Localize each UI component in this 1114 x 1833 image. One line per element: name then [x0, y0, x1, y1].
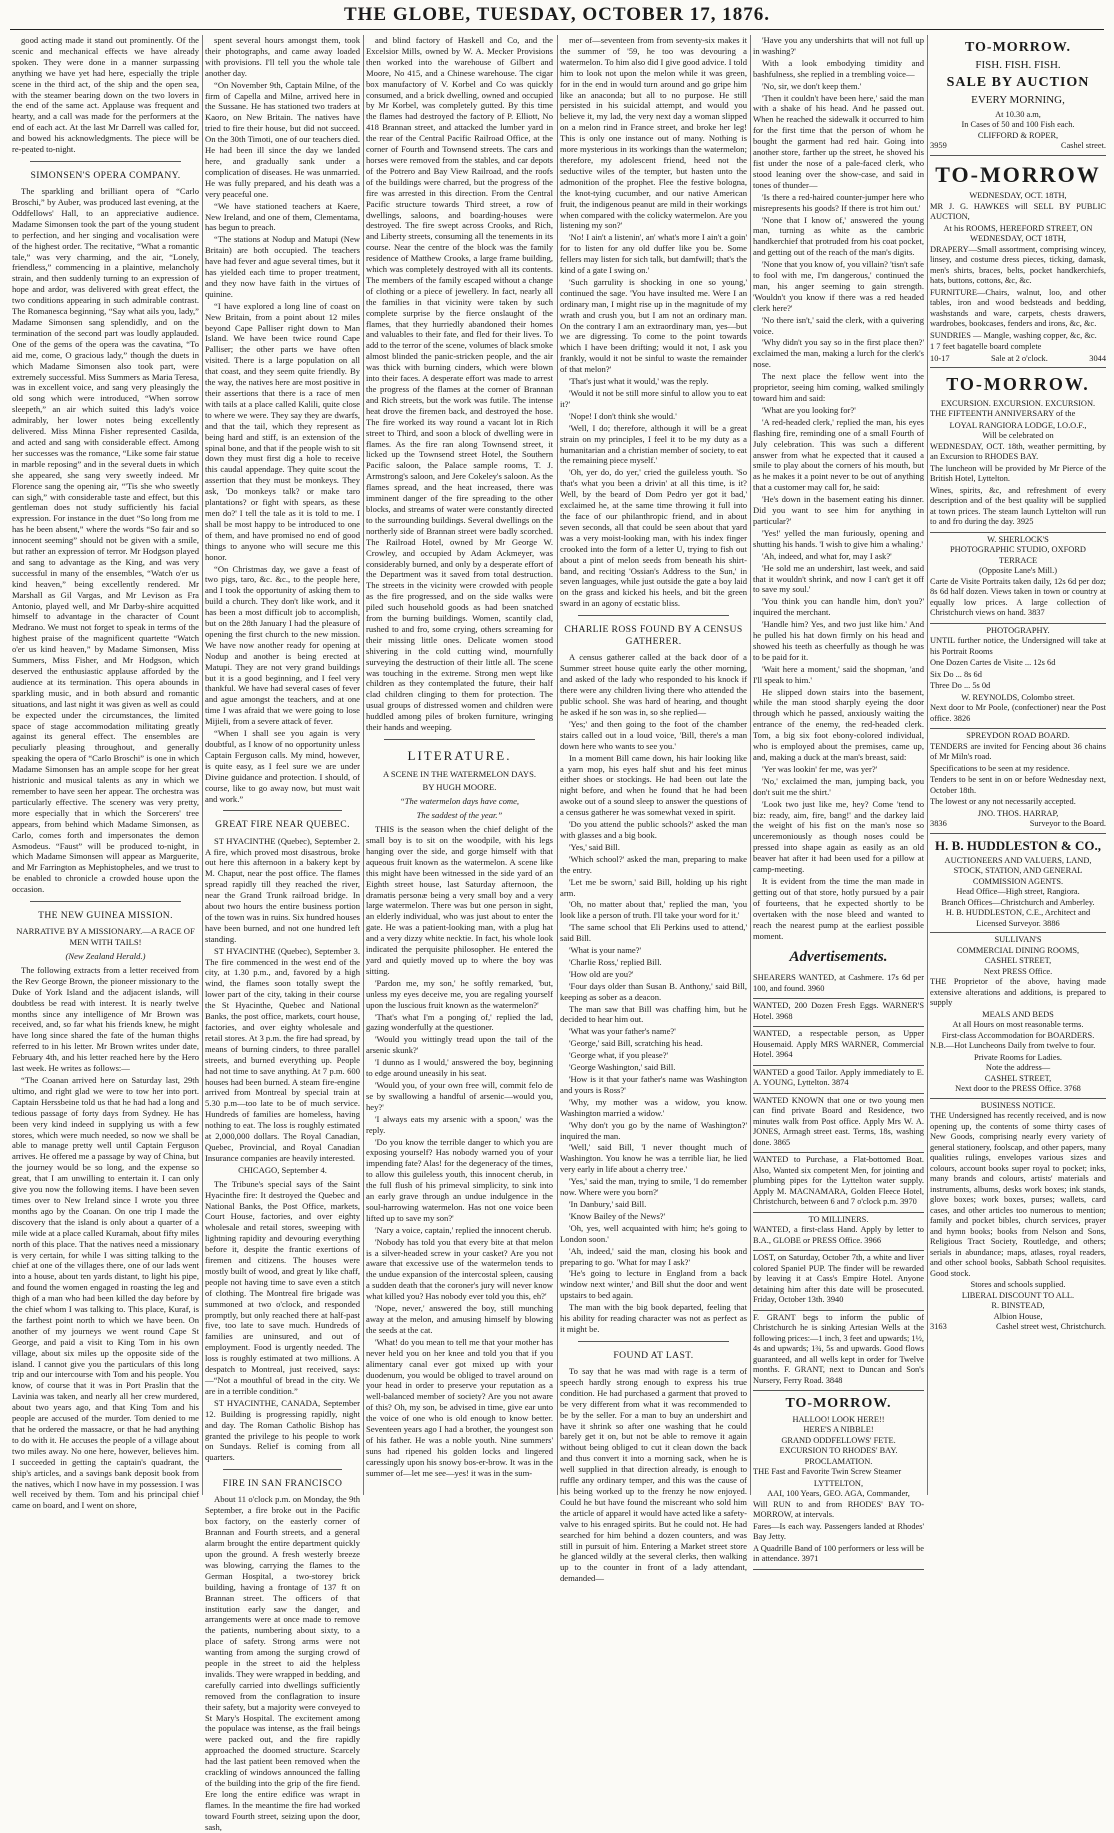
article-paragraph: THIS is the season when the chief delight of the small boy is to sit on the woodpile, with his legs hanging over the side, and gorge himself with that aqueous fruit known as the watermelon. A scene like this might have been witnessed in the side yard of an Eighth street house, last Saturday afternoon, the dramatis personæ being a very small boy and a very large watermelon. There was but one person in sight, an elderly individual, who was just about to enter the gate. He was a patient-looking man, with a plug hat and a very dizzy white necktie. In fact, his whole look indicated the perquisite philosopher. He entered the yard and quietly moved up to where the boy was sitting.: [366, 824, 553, 976]
ad-line: Head Office—High street, Rangiora.: [956, 887, 1080, 897]
article-paragraph: good acting made it stand out prominently. Of the scenic and mechanical effects we have already spoken. They were done in a manner surpassing anything we have yet had here, especially the triple scene in the third act, of the ship and the open sea, with the steamer bearing down on the two lovers in the end of the same act. Applause was frequent and hearty, and a call was made for the performers at the end of each act. At the last Mr Darrell was called for, and bowed his acknowledgments. The piece will be re-peated to-night.: [12, 35, 199, 155]
article-paragraph: 'Oh, yes, well acquainted with him; he's going to London soon.': [560, 1222, 747, 1244]
article-paragraph: 'Know Bailey of the News?': [569, 1210, 666, 1221]
ad-line: Stores and schools supplied.: [970, 1280, 1066, 1290]
ad-line: (Opposite Lane's Mill.): [978, 566, 1058, 575]
classified-ad: [753, 1213, 924, 1252]
article-paragraph: To say that he was mad with rage is a term of speech hardly strong enough to express his true condition. He had purchased a garment that proved to be very different from what it was recommended to be by the seller. For a man to buy an undershirt and have it shrink so after one washing that he could barely get it on, but not be able to remove it again without being obliged to cut it clean down the back and thus convert it into a morning sack, when he is well supplied in that direction already, is enough to ruffle any ordinary temper, and this was the cause of his being worked up to the frenzy he now enjoyed. Could he but have found the miscreant who sold him the article of apparel it would have acted like a safety-valve to his enraged spirits. But he could not. He had searched for him behind a dozen counters, and was still in pursuit of him. Entering a Market street store he glanced wildly at the several clerks, then walking up to the counter in front of a lady attendant, demanded—: [560, 1366, 747, 1584]
price-line: Six Do ... 8s 6d: [930, 669, 982, 679]
article-paragraph: “On Christmas day, we gave a feast of two pigs, taro, &c. &c., to the people here, and I took the opportunity of asking them to build a church. They don't like work, and it has been a most difficult job to accomplish, but on the 28th January I had the pleasure of opening the first church to the new mission. We have now another ready for opening at Nodup and another is being erected at Matupi. They are not very grand buildings but it is a good beginning, and I feel very thankful. We have had several cases of fever and ague amongst the teachers, and at one time I was afraid that we were going to lose Mijieli, from a severe attack of fever.: [205, 563, 360, 727]
ad-line: EXCURSION. EXCURSION. EXCURSION.: [940, 398, 1096, 408]
article-paragraph: 'No there isn't,' said the clerk, with a quivering voice.: [753, 314, 924, 336]
ad-line: EXCURSION TO RHODES' BAY.: [779, 1446, 898, 1456]
article-paragraph: 'No,' exclaimed the man, jumping back, you don't suit me the shirt.': [753, 775, 924, 797]
ad-text: Fares—Is each way. Passengers landed at Rhodes' Bay Jetty.: [753, 1521, 924, 1542]
ad-line: SULLIVAN'S: [994, 935, 1042, 945]
ad-heading: PHOTOGRAPHY.: [986, 625, 1050, 635]
ad-text: WANTED KNOWN that one or two young men can find private Board and Residence, two minutes walk from Post office. Apply Mrs W. A. JONES, Armagh street east. Terms, 18s, washing done. 3865: [753, 1095, 924, 1147]
ad-line: FISH. FISH. FISH.: [975, 58, 1061, 71]
ad-headline: H. B. HUDDLESTON & CO.,: [935, 837, 1101, 853]
article-paragraph: “On November 9th, Captain Milne, of the firm of Capella and Milne, arrived here in the Sussane. He has stationed two traders at Kaoro, on New Britain. The natives have tried to fire their house, but did not succeed. On the 30th Timoti, one of our teachers died. He had been ill since the day we landed here, and gradually sank under a complication of diseases. He was unmarried. He was fully prepared, and his death was a very peaceful one.: [205, 79, 360, 199]
article-paragraph: 'Let me be sworn,' said Bill, holding up his right arm.: [560, 876, 747, 898]
article-paragraph: 'Would you, of your own free will, commit felo de se by swallowing a handful of arsenic—would you, hey?': [366, 1079, 553, 1112]
article-paragraph: ST HYACINTHE (Quebec), September 2. A fire, which proved most disastrous, broke out here this afternoon in a bakery kept by M. Chaput, near the post office. The flames spread rapidly till they reached the river, near the Grand Trunk railroad bridge. In about two hours the entire business portion of the town was in ruins. Six hundred houses have been burned, and not one hundred left standing.: [205, 835, 360, 944]
ad-text: WANTED, a respectable person, as Upper Housemaid. Apply MRS WARNER, Commercial Hotel. 3964: [753, 1029, 924, 1060]
article-paragraph: With a look embodying timidity and bashfulness, she replied in a trembling voice—: [753, 57, 924, 79]
article-paragraph: “The stations at Nodup and Matupi (New Britain) are both occupied. The teachers have had fever and ague several times, but it has yielded each time to proper treatment, and they now have faith in the virtues of quinine.: [205, 234, 360, 299]
article-paragraph: 'Four days older than Susan B. Anthony,' said Bill, keeping as sober as a deacon.: [560, 980, 747, 1002]
ad-headline: TO-MORROW.: [785, 1396, 892, 1412]
article-paragraph: 'Which school?' asked the man, preparing to make the entry.: [560, 853, 747, 875]
price-line: One Dozen Cartes de Visite ... 12s 6d: [930, 658, 1056, 667]
ad-text: DRAPERY—Small assortment, comprising wincey, linsey, and costume dress pieces, ticking, damask, men's shirts, braces, belts, pocket handkerchiefs, hats, buttons, cottons, &c, &c.: [930, 244, 1106, 285]
photography-ad: [930, 624, 1106, 730]
drapery-auction-ad: [930, 156, 1106, 369]
article-paragraph: “We have stationed teachers at Kaere, New Ireland, and one of them, Clementama, has begun to preach.: [205, 200, 360, 233]
article-paragraph: 'The same school that Eli Perkins used to attend,' said Bill.: [560, 922, 747, 944]
article-paragraph: 'Why, my mother was a widow, you know. Washington married a widow.': [560, 1096, 747, 1118]
classified-ad: [753, 1311, 924, 1392]
article-paragraph: 'What was your father's name?': [569, 1026, 676, 1037]
column-rule: [363, 35, 364, 1495]
article-paragraph: ST HYACINTHE, CANADA, September 12. Building is progressing rapidly, night and day. The Roman Catholic Bishop has granted the privilege to his people to work on Sundays. Relief is coming from all quarters.: [205, 1397, 360, 1463]
article-paragraph: and blind factory of Haskell and Co, and the Excelsior Mills, owned by W. A. Mecker Provisions then worked into the warehouse of Gilbert and Moore, No 415, and a Chinese warehouse. The cigar box manufactory of V. Korbel and Co was quickly consumed, and a brick dwelling, owned and occupied by Mr Korbel, was completely gutted. By this time the flames had destroyed the factory of P. Elliott, No 418 Brannan street, and attacked the lumber yard in the rear of the Central Pacific Railroad Office, at the corner of Fourth and Townsend streets. The cars and horses were removed from the stables, and car depots of the Potrero and Bay View Railroad, and the roofs of the buildings were charred, but the progress of the fire was arrested in this direction. From the Central Pacific structure towards Third street, a row of dwellings, saloons, and boarding-houses were destroyed. The fire swept across Crooks, and Rich, and Liberty streets, consuming all the tenements in its course. Near the centre of the block was the family residence of Matthew Crooks, a large frame building, which was completely destroyed with all its contents. The members of the family escaped without a change of clothing or a piece of jewellery. In fact, nearly all the families in that vicinity were taken by such complete surprise by the fierce onslaught of the flames, that they hurriedly abandoned their homes and valuables to their fate, and fled for their lives. To add to the terror of the scene, volumes of black smoke almost blinded the panic-stricken people, and the air was thick with burning cinders, which were blown into their faces. A desperate effort was made to arrest the progress of the flames at the corner of Brannan and Rich streets, but the work was futile. The intense heat drove the firemen back, and destroyed the hose. The fire worked its way round a vacant lot in Rich street to Third, and soon a block of dwelling were in flames. As the fire ran along Townsend street, it licked up the Townsend street Hotel, the Southern Pacific saloon, the Palace sample rooms, T. J. Armstrong's saloon, and Jere Cokeley's saloon. As the flames spread, and the heat increased, there was imminent danger of the fire spreading to the other blocks, and streams of water were constantly directed to the surrounding buildings. Several dwellings on the northerly side of Brannan street were badly scorched. The Railroad Hotel, owned by Mr George W. Crowley, and occupied by Adam Ackmeyer, was considerably burned, and only by a desperate effort of the Department was it saved from total destruction. The streets in the vicinity were crowded with people as the fire progressed, and on the side walks were piled such household goods as had been snatched from the burning buildings. Women, scantily clad, rushed to and fro, some crying, others screaming for their missing little ones. Delicate women stood shivering in the cold cutting wind, mournfully surveying the destruction of their little all. The scene was touching in the extreme. Strong men wept like children as they contemplated the future, their half clad children clinging to them for protection. The usual groups of distressed women and children were huddled among piles of broken furniture, wringing their hands and weeping.: [366, 35, 553, 733]
price-line: Three Do ... 5s 0d: [930, 681, 991, 690]
article-paragraph: 'Why didn't you say so in the first place then?' exclaimed the man, making a lurch for the clerk's nose.: [753, 337, 924, 370]
article-paragraph: The man with the big book departed, feeling that his ability for reading character was not as perfect as it might be.: [560, 1302, 747, 1334]
article-paragraph: 'Such garrulity is shocking in one so young,' continued the sage. 'You have insulted me. Were I an ordinary man, I might rise up in the magnitude of my wrath and crush you, but I am not an ordinary man. On the contrary I am an extraordinary man, yes—but we are digressing. To come to the point towards which I have been drifting; would it not, I ask you frankly, would it not be sinful to waste the remainder of that melon?': [560, 276, 747, 375]
ad-line: COMMERCIAL DINING ROOMS,: [956, 945, 1080, 955]
classified-ad: [753, 1251, 924, 1311]
article-paragraph: 'Well, I do; therefore, although it will be a great strain on my principles, I feel it to be my duty as a humanitarian and a christian member of society, to eat the remaining piece myself.': [560, 422, 747, 466]
epigraph-line: “The watermelon days have come,: [399, 796, 520, 807]
article-paragraph: 'Handle him? Yes, and two just like him.' And he pulled his hat down firmly on his head and showed his teeth as cheerfully as though he was to be paid for it.: [753, 619, 924, 662]
ad-number: 10-17: [930, 353, 950, 363]
ad-line: Note the address—: [985, 1063, 1051, 1073]
ad-headline: TO-MORROW.: [946, 374, 1090, 394]
divider: [578, 1341, 729, 1342]
ad-line: CASHEL STREET,: [984, 1073, 1052, 1083]
ad-line: GRAND ODDFELLOWS' FETE.: [781, 1435, 896, 1445]
article-paragraph: 'Nobody has told you that every bite at that melon is a silver-headed screw in your casket? Are you not aware that excessive use of the watermelon tends to the undue expansion of the intercostal spleen, causing a sudden death that the coroner's jury will never know what killed you? Has nobody ever told you this, eh?': [366, 1236, 553, 1302]
ad-line: HERE'S A NIBBLE!: [803, 1425, 874, 1435]
article-paragraph: 'Oh, yer do, do yer,' cried the guileless youth. 'So that's what you been a drivin' at all this time, is it? Well, by the beard of Dom Pedro yer got it bad,' exclaimed he, at the same time throwing it full into the face of our philanthropic friend, and in about seven seconds, all that could be seen about that yard was a very moist-looking man, with his index finger crooked into the form of a letter U, trying to fish out about a pint of melon seeds from beneath his shirt-band, and reciting 'Ossian's Address to the Sun,' in seven languages, while just outside the gate a boy laid on the grass and kicked his heels, and bit the green sward in an agony of ecstatic bliss.: [560, 467, 747, 609]
column-6: [930, 35, 1106, 1495]
business-notice-ad: [930, 1099, 1106, 1336]
article-paragraph: 'In Danbury,' said Bill.: [569, 1198, 647, 1209]
divider: [30, 901, 181, 902]
section-heading: LITERATURE.: [407, 748, 512, 763]
ad-line: LIBERAL DISCOUNT TO ALL.: [961, 1290, 1075, 1300]
ad-footer: [930, 1322, 1106, 1333]
article-paragraph: The following extracts from a letter received from the Rev George Brown, the pioneer missionary to the Duke of York Island and the adjacent islands, will doubtless be read with interest. It is nearly twelve months since any intelligence of Mr Brown was received, and, so far what his friends knew, he might have long since shared the fate of the human thighs referred to in his letter. Mr Brown writes under date, February 4th, and his letter reached here by the Hero last week. He writes as follows:—: [12, 964, 199, 1074]
article-heading: FOUND AT LAST.: [613, 1349, 694, 1361]
article-paragraph: 'Wait here a moment,' said the shopman, 'and I'll speak to him.': [753, 663, 924, 685]
ad-line: JNO. THOS. HARRAP,: [977, 808, 1059, 818]
ad-line: Next PRESS Office.: [983, 966, 1053, 976]
ad-text: WANTED, a first-class Hand. Apply by letter to B.A., GLOBE or PRESS Office. 3966: [753, 1225, 924, 1245]
article-paragraph: 'How old are you?': [569, 968, 634, 979]
ad-line: Next door to the PRESS Office. 3768: [955, 1084, 1081, 1094]
ad-text: THE Undersigned has recently received, and is now opening up, the contents of some thirty cases of New Goods, comprising nearly every variety of general stationery, foolscap, and other papers, many qualities rulings, envelopes various sizes and colours, account books super royal to pocket; inks, many brands and colours, artists' materials and instruments, albums, desks work boxes; ink stands, glove boxes; work boxes, purses; wallets, card cases, and other articles too numerous to mention; family and pocket bibles, church services, prayer and hymn books; books from Nelson and Sons, Religious Tract Society, Routledge, and others; serials in abundance; maps, atlases, royal readers, and other school books, Sabbath School requisites. Good stock.: [930, 1111, 1106, 1278]
ad-text: WEDNESDAY, OCT. 18th, weather permitting, by an Excursion to RHODES BAY.: [930, 441, 1106, 461]
classified-ad: [753, 1094, 924, 1154]
divider: [223, 1469, 342, 1470]
article-paragraph: 'Charlie Ross,' replied Bill.: [569, 956, 662, 967]
ad-headline: TO-MORROW.: [964, 40, 1072, 55]
ad-heading: TO MILLINERS.: [808, 1214, 869, 1224]
ad-line: PROCLAMATION.: [804, 1456, 873, 1466]
article-heading: THE NEW GUINEA MISSION.: [38, 910, 173, 922]
article-paragraph: 'A red-headed clerk,' replied the man, his eyes flashing fire, reminding one of a small Fourth of July celebration. This was such a different answer from what he expected that it caused a smile to play about the corners of his mouth, but as he makes it a point never to be out of anything that a customer may call for, he said:: [753, 416, 924, 493]
article-paragraph: 'Well,' said Bill, 'I never thought much of Washington. You know he was a terrible liar, he lied very early in life about a cherry tree.': [560, 1142, 747, 1175]
article-source: (New Zealand Herald.): [65, 951, 146, 962]
article-paragraph: 'I dunno as I would,' answered the boy, beginning to edge around uneasily in his seat.: [366, 1057, 553, 1079]
article-paragraph: 'Pardon me, my son,' he softly remarked, 'but, unless my eyes deceive me, you are regaling yourself upon the luscious fruit known as the watermelon?': [366, 977, 553, 1010]
ad-text: SUNDRIES — Mangle, washing copper, &c, &c.: [930, 330, 1097, 340]
ad-line: LOYAL RANGIORA LODGE, I.O.O.F.,: [949, 420, 1087, 430]
ad-text: F. GRANT begs to inform the public of Christchurch he is sinking Artesian Wells at the following prices:—1 inch, 3 feet and upwards; 1½, 4s and upwards; 1¾, 5s and upwards. Good flows guaranteed, and all wells kept in order for Twelve months. F. GRANT, next to Duncan and Son's Nursery, Ferry Road. 3848: [753, 1312, 924, 1385]
ad-line: Branch Offices—Christchurch and Amberley.: [941, 897, 1095, 907]
dining-rooms-ad: [930, 933, 1106, 1099]
column-5: [753, 35, 924, 1564]
ad-address: Cashel street.: [1060, 141, 1106, 150]
article-paragraph: About 11 o'clock p.m. on Monday, the 9th September, a fire broke out in the Pacific box factory, on the easterly corner of Brannan and Fourth streets, and a general alarm brought the entire department quickly upon the ground. A fresh westerly breeze was blowing, carrying the flames to the German Hospital, a two-storey brick building, having a frontage of 137 ft on Brannan street. The officers of that institution early saw the danger, and arrangements were at once made to remove the patients, numbering about sixty, to a place of safety. Strong arms were not wanting from among the surging crowd of people in the street to aid the helpless invalids. They were wrapped in bedding, and carefully carried into dwellings sufficiently removed from the conflagration to insure their safety, but a majority were conveyed to St Mary's Hospital. The excitement among the populace was intense, as the frail beings were packed out, and the fire rapidly approached the doomed structure. Scarcely had the last patient been removed when the crackling of windows announced the falling of the building into the grip of the fire fiend. Ere long the entire edifice was wrapt in flames. In the meantime the fire had worked toward Fourth street, seizing upon the door, sash,: [205, 1494, 360, 1832]
article-paragraph: 'Nary a voice, captain,' replied the innocent cherub.: [375, 1224, 552, 1235]
ad-line: Surveyor to the Board.: [1029, 819, 1106, 828]
ad-number: 3044: [1089, 353, 1106, 363]
ad-text: The lowest or any not necessarily accepted.: [930, 797, 1076, 806]
ad-line: W. SHERLOCK'S: [987, 534, 1049, 544]
masthead-rule: [10, 29, 1104, 30]
article-paragraph: 'George what, if you please?': [569, 1050, 669, 1061]
ad-footer: [930, 354, 1106, 365]
ad-text: WANTED, 200 Dozen Fresh Eggs. WARNER'S Hotel. 3968: [753, 1001, 924, 1021]
article-paragraph: 'Do you attend the public schools?' asked the man with glasses and a big book.: [560, 819, 747, 840]
column-3: [366, 35, 553, 1495]
ad-line: PHOTOGRAPHIC STUDIO, OXFORD TERRACE: [950, 545, 1086, 565]
column-rule: [927, 35, 928, 1495]
ad-text: 1 7 feet bagatelle board complete: [930, 342, 1042, 351]
article-paragraph: “When I shall see you again is very doubtful, as I know of no opportunity unless Captain Ferguson calls. My mind, however, is quite easy, as I feel sure we are under Divine guidance and protection. I should, of course, like to go away now, but must wait and work.”: [205, 728, 360, 804]
ad-line: H. B. HUDDLESTON, C.E., Architect and Licensed Surveyor. 3886: [945, 908, 1091, 928]
ad-line: HALLOO! LOOK HERE!!: [792, 1414, 885, 1424]
article-paragraph: A census gatherer called at the back door of a Summer street house quite early the other morning, and asked of the lady who responded to his knock if there were any children living there who attended the public school. She was hard of hearing, and thought he asked if he son was in, so she replied—: [560, 652, 747, 717]
photographic-studio-ad: [930, 533, 1106, 624]
article-paragraph: He slipped down stairs into the basement, while the man stood sharply eyeing the door through which he passed, anxiously waiting the entrance of the enemy, the red-headed clerk. Tom, a big six foot ebony-colored individual, who is employed about the premises, came up, and, making a duck at the man's breast, said:: [753, 686, 924, 762]
article-paragraph: 'George,' said Bill, scratching his head.: [569, 1038, 703, 1049]
ad-text: THE Fast and Favorite Twin Screw Steamer: [753, 1467, 902, 1477]
column-rule: [202, 35, 203, 1495]
article-heading: CHARLIE ROSS FOUND BY A CENSUS GATHERER.: [564, 624, 743, 648]
ad-text: UNTIL further notice, the Undersigned will take at his Portrait Rooms: [930, 636, 1106, 656]
article-paragraph: 'Nope, never,' answered the boy, still munching away at the melon, and amusing himself by blowing the seeds at the cat.: [366, 1303, 553, 1335]
lodge-excursion-ad: [930, 368, 1106, 533]
column-4: [560, 35, 747, 1584]
ad-line: AUCTIONEERS AND VALUERS, LAND, STOCK, STATION, AND GENERAL COMMISSION AGENTS.: [944, 855, 1092, 886]
ad-text: SHEARERS WANTED, at Cashmere. 17s 6d per 100, and found. 3960: [753, 973, 924, 993]
article-paragraph: 'He sold me an undershirt, last week, and said that it wouldn't shrink, and now I can't get it off to save my soul.': [753, 562, 924, 595]
article-paragraph: 'Is there a red-haired counter-jumper here who misrepresents his goods? If there is trot him out.': [753, 191, 924, 213]
classified-ad: [753, 1066, 924, 1094]
byline: BY HUGH MOORE.: [422, 782, 497, 793]
advertisements-heading: Advertisements.: [789, 949, 888, 966]
article-paragraph: 'No, sir, we don't keep them.': [762, 80, 862, 91]
article-paragraph: 'That's just what it would,' was the reply.: [569, 376, 709, 387]
ad-number: 3163: [930, 1322, 947, 1332]
ad-text: A Quadrille Band of 100 performers or less will be in attendance. 3971: [753, 1543, 924, 1564]
ad-line: CLIFFORD & ROPER,: [977, 130, 1059, 140]
masthead: THE GLOBE, TUESDAY, OCTOBER 17, 1876.: [343, 4, 771, 25]
article-paragraph: 'That's what I'm a ponging of,' replied the lad, gazing wonderfully at the questioner.: [366, 1011, 553, 1033]
epigraph-line: The saddest of the year.”: [416, 810, 503, 821]
article-paragraph: 'You think you can handle him, don't you?' inquired the merchant.: [753, 596, 924, 618]
classified-ad: [753, 1153, 924, 1213]
excursion-ad: [753, 1391, 924, 1570]
article-paragraph: 'Would you wittingly tread upon the tail of the arsenic skunk?': [366, 1034, 553, 1056]
article-paragraph: 'Then it couldn't have been here,' said the man with a shake of his head. And he passed out. When he reached the sidewalk it occurred to him for the first time that the person of whom he bought the garment had red hair. Going into another store, farther up the street, he shoved his fist under the nose of a pale-faced clerk, who stood leaning over the show-case, and said in tones of thunder—: [753, 92, 924, 190]
article-paragraph: 'He's down in the basement eating his dinner. Did you want to see him for anything in particular?': [753, 494, 924, 526]
ad-line: LYTTELTON,: [813, 1478, 864, 1488]
article-paragraph: 'Why don't you go by the name of Washington?' inquired the man.: [560, 1119, 747, 1141]
road-board-ad: [930, 729, 1106, 834]
ad-address: Cashel street west, Christchurch.: [995, 1322, 1106, 1332]
article-paragraph: 'How is it that your father's name was Washington and yours is Ross?': [560, 1074, 747, 1095]
article-paragraph: 'What! do you mean to tell me that your mother has never held you on her knee and told you that if you alimentary canal ever got mixed up with your duodenum, you would be obliged to travel around on your head in order to preserve your reputation as a well-balanced member of society? Are you not aware of this? Oh, my son, be advised in time, give ear unto the voice of one who is old enough to know better. Seventeen years ago I had a brother, the youngest son of his father. He was a noble youth. Nine summers' suns had ripened his golden locks and lingered caressingly upon his snowy bos-er-brow. It was in the summer of—let me see—yes! it was in the sum-: [366, 1336, 553, 1478]
article-paragraph: 'Do you know the terrible danger to which you are exposing yourself? Has nobody warned you of your impending fate? Alas! for the degeneracy of the times, to allow this guileless youth, this innocent cherub, in the full flush of his primeval simplicity, to sink into an early grave through an undue indulgence in the soul-harrowing watermelon. Has not one voice been lifted up to save my son?': [366, 1136, 553, 1223]
article-paragraph: The sparkling and brilliant opera of “Carlo Broschi,” by Auber, was produced last evening, at the Oddfellows' Hall, to an appreciative audience. Madame Simonsen took the part of the young student to perfection, and her singing and vocalisation were of the highest order. The recitative, “What a romantic tale,” was very charming, and the air, “Lonely, friendless,” commencing in a plaintive, melancholy strain, and then suddenly turning to an expression of hope and ardor, was delivered with great effect, the two conditions appearing in such admirable contrast. The Romanesca beginning, “Say what ails you, lady,” Madame Simonsen sang splendidly, and on the termination of the second part was loudly applauded. One of the gems of the opera was the cavatina, “To aid me, come, O gracious lady,” though the duets in which Madame Simonsen also took part, were extremely successful. Miss Summers as Maria Teresa, was in excellent voice, and sang very pleasingly the old song which were introduced, “When sorrow sleepeth,” an air which suited this lady's voice admirably, her lower notes being excellently delivered. Miss Minna Fisher represented Casilda, and acted and sang with considerable effect. Among her successes was the romance, “Like some fair statue in marble reposing” and in the several duets in which she appeared, she sang very sweetly indeed. Mr Florence sang the opening air, “'Tis she who sweetly can sigh,” with considerable taste and effect, but this gentleman does not study sufficiently his facial expression. For instance in the duet “So long from me has he been absent,” where the words “So fair and so innocent seeming” should not be given with a smile, but rather an expression of terror. Mr Hodgson played and sang to advantage as the King, and was very successful in many of the ensembles, “Watch o'er us kind heaven,” being excellently rendered. Mr Marshall as Gil Vargas, and Mr Levison as Fra Antonio, played well, and Mr Darby-shire acquitted himself to advantage in the character of Count Medrano. We must not forget to speak in terms of the highest praise of the magnificent quartette “Watch o'er us kind heaven,” by Madame Simonsen, Miss Summers, Miss Fisher, and Mr Hodgson, which deserved the enthusiastic applause afforded by the audience at its termination. This opera abounds in sparkling music, and in both absurd and romantic situations, and last night it was given as well as could be expected under the circumstances, the limited space of stage accommodation militating greatly against its general effect. The ensembles are peculiarly pleasing throughout, and generally speaking the opera of “Carlo Broschi” is one in which Madame Simonsen has an ample scope for her great histrionic and musical talents as any in which we remember to have seen her appear. The orchestra was particularly effective. The scenery was very pretty, more especially that in which the Sorcerers' tree appears, from behind which Madame Simonsen, as Carlo, comes forth and impersonates the demon Asmodeus. “Faust” will be produced to-night, in which Madame Simonsen will appear as Marguerite, and Mr Farrington as Mephistopheles, and we trust to be enabled to chronicle a crowded house upon the occasion.: [12, 186, 199, 895]
ad-line: SALE BY AUCTION: [946, 75, 1090, 91]
ad-text: Wines, spirits, &c, and refreshment of every description and of the best quality will be supplied at town prices. The steam launch Lyttelton will run to and fro during the day. 3925: [930, 485, 1106, 526]
ad-text: Tenders to be sent in on or before Wednesday next, October 18th.: [930, 775, 1106, 795]
ad-text: TENDERS are invited for Fencing about 36 chains of Mr Miln's road.: [930, 741, 1106, 761]
divider: [223, 810, 342, 811]
classified-ad: [753, 1027, 924, 1066]
ad-text: Next door to Mr Poole, (confectioner) near the Post office. 3826: [930, 703, 1106, 723]
classified-ad: [753, 999, 924, 1027]
article-paragraph: 'I always eats my arsenic with a spoon,' was the reply.: [366, 1113, 553, 1135]
ad-line: First-class Accommodation for BOARDERS.: [941, 1030, 1095, 1040]
article-paragraph: “I have explored a long line of coast on New Britain, from a point about 12 miles beyond Cape Palliser right down to Man Island. We have been twice round Cape Palliser; the other parts we have often visited. There is a large population on all that coast, and they seem quite friendly. By the way, the natives here are most positive in their assertions that there is a race of men with tails at a place called Kalili, quite close to where we were. They say they are dwarfs, and that the tail, which they represent as being hard and stiff, is an extension of the spinal bone, and that if the people wish to sit down they must first dig a hole to receive this caudal appendage. They quite scout the assertion that they must be monkeys. They ask, 'Do monkeys talk? or make taro plantations? or fight with spears, as these men do?' I tell the tale as it is told to me. I shall be most happy to be introduced to one of them, and have promised no end of good things to anyone who will secure me this honor.: [205, 300, 360, 562]
ad-line: Albion House,: [993, 1311, 1043, 1321]
dateline: CHICAGO, September 4.: [238, 1164, 327, 1175]
article-paragraph: 'Have you any undershirts that will not full up in washing?': [753, 35, 924, 56]
ad-heading: SPREYDON ROAD BOARD.: [966, 731, 1070, 740]
column-2: [205, 35, 360, 1832]
article-paragraph: It is evident from the time the man made in getting out of that store, hotly pursued by a pair of fourteens, that he expected shortly to be overtaken with the nose bleed and wanted to reach the nearest pump at the earliest possible moment.: [753, 875, 924, 941]
article-paragraph: 'Yes!' yelled the man furiously, opening and shutting his hands. 'I wish to give him a whaling.': [753, 527, 924, 549]
article-paragraph: 'Yer was lookin' fer me, was yer?': [762, 763, 878, 774]
ad-line: Private Rooms for Ladies.: [974, 1052, 1062, 1062]
ad-footer: [930, 141, 1106, 152]
article-heading: A SCENE IN THE WATERMELON DAYS.: [382, 768, 537, 779]
article-paragraph: 'Would it not be still more sinful to allow you to eat it?': [560, 388, 747, 409]
fish-auction-ad: [930, 35, 1106, 156]
column-rule: [750, 35, 751, 1495]
ad-text: WANTED a good Tailor. Apply immediately to E. A. YOUNG, Lyttelton. 3874: [753, 1067, 924, 1088]
article-paragraph: The next place the fellow went into the proprietor, seeing him coming, walked smilingly toward him and said:: [753, 371, 924, 403]
ad-line: WEDNESDAY, OCT. 18TH,: [969, 191, 1067, 200]
article-paragraph: 'No! I ain't a listenin', an' what's more I ain't a goin' for to listen for any old duffer like you be. Some fellers may listen for sich talk, but damfwill; that's the kind of a gate I swing on.': [560, 232, 747, 276]
column-rule: [557, 35, 558, 1495]
article-paragraph: 'George Washington,' said Bill.: [569, 1062, 676, 1073]
divider: [30, 161, 181, 162]
ad-line: At his ROOMS, HEREFORD STREET, ON WEDNESDAY, OCT 18TH,: [943, 223, 1093, 243]
article-paragraph: spent several hours amongst them, took their photographs, and came away loaded with provisions. I'll tell you the whole tale another day.: [205, 35, 360, 78]
ad-line: At all Hours on most reasonable terms.: [952, 1020, 1084, 1030]
ad-text: WANTED to Purchase, a Flat-bottomed Boat. Also, Wanted six competent Men, for jointing and plumbing pipes for the Lyttelton water supply. Apply M. MACNAMARA, Golden Fleece Hotel, Christchurch, between 6 and 7 o'clock p.m. 3970: [753, 1155, 924, 1207]
ad-line: R. BINSTEAD,: [991, 1301, 1045, 1311]
article-paragraph: mer of—seventeen from from seventy-six makes it the summer of '59, he too was devouring a watermelon. To him also did I give good advice. I told him to look not upon the melon while it was green, for in the end in would turn around and go gripe him like an anaconda; but all to no purpose. He still persisted in his suicidal attempt, and would you believe it, my lad, the very next day a woman slipped on a melon rind in France street, and broke her leg! This is only one instance out of many. Nothing is more mysterious in its workings than the watermelon; therefore, my adolescent friend, heed not the seductive wiles of the tempter, but hasten unto the admonition of the prophet. Flee the festive bologna, the knot-tying cucumber, and our native American fruit, the indigenous peanut are mild in their workings when compared with the colicky watermelon. Are you listening my son?': [560, 35, 747, 231]
ad-line: EVERY MORNING,: [971, 93, 1065, 106]
article-paragraph: 'Look two just like me, hey? Come 'tend to biz: ready, aim, fire, bang!' and the darkey laid the weight of his fist on the man's nose so unceremoniously as though noses could be pressed into shape again as easily as an old beaver hat after it had been used for a pillow at camp-meeting.: [753, 798, 924, 875]
article-paragraph: 'He's going to lecture in England from a back window next winter,' and Bill shut the door and went upstairs to bed again.: [560, 1268, 747, 1301]
ad-text: Will RUN to and from RHODES' BAY TO-MORROW, at intervals.: [753, 1499, 924, 1520]
ad-text: THE FIFTEENTH ANNIVERSARY of the: [930, 409, 1076, 418]
article-heading: SIMONSEN'S OPERA COMPANY.: [30, 169, 181, 181]
classified-ad: [753, 971, 924, 999]
ad-line: In Cases of 50 and 100 Fish each.: [961, 120, 1075, 129]
ad-line: At 10.30 a.m,: [995, 109, 1041, 119]
article-heading: FIRE IN SAN FRANCISCO: [222, 1478, 343, 1490]
ad-footer: [930, 819, 1106, 830]
ad-text: THE Proprietor of the above, having made extensive alterations and additions, is prepared to supply: [930, 977, 1106, 1008]
article-paragraph: 'None that you know of, you villain? 'tisn't safe to fool with me, I'm dangerous,' continued the man, his anger seeming to gain strength. 'Wouldn't you know if there was a red headed clerk here?': [753, 259, 924, 313]
ad-number: 3836: [930, 819, 947, 828]
ad-number: 3959: [930, 141, 947, 150]
article-paragraph: 'Oh, no matter about that,' replied the man, 'you look like a person of truth. I'll take your word for it.': [560, 899, 747, 921]
article-paragraph: 'Ah, indeed, and what for, may I ask?': [762, 550, 892, 561]
ad-text: FURNITURE—Chairs, walnut, loo, and other tables, iron and wood bedsteads and bedding, washstands and ware, carpets, chests drawers, wardrobes, bookcases, fenders and irons, &c, &c.: [930, 287, 1106, 328]
article-heading: GREAT FIRE NEAR QUEBEC.: [215, 819, 350, 831]
ad-text: Specifications to be seen at my residence.: [930, 763, 1070, 773]
divider: [578, 615, 729, 616]
ad-text: MR J. G. HAWKES will SELL BY PUBLIC AUCTION,: [930, 201, 1106, 221]
ad-line: AAI, 100 Years, GEO. AGA, Commander,: [767, 1489, 910, 1499]
article-paragraph: 'Yes;' and then going to the foot of the chamber stairs called out in a loud voice, 'Bill, there's a man down here who wants to see you.': [560, 718, 747, 751]
article-paragraph: In a moment Bill came down, his hair looking like a yarn mop, his eyes half shut and his feet minus either shoes or stockings. He had been out late the night before, and when he found that he had been awoke out of a sound sleep to answer the questions of a census gatherer he was somewhat vexed in spirit.: [560, 752, 747, 818]
ad-line: Sale at 2 o'clock.: [990, 353, 1048, 363]
ad-line: CASHEL STREET,: [984, 956, 1052, 966]
ad-line: Will be celebrated on: [982, 431, 1054, 440]
article-paragraph: ST HYACINTHE (Quebec), September 3. The fire commenced in the west end of the city, at 1.30 p.m., and, favored by a high wind, the flames soon totally swept the lower part of the city, taking in their course the St Hyacinthe, Quebec and National Banks, the post office, markets, court house, factories, and over eighty wholesale and retail stores. At 3 p.m. the fire had spread, by means of burning cinders, to three parallel streets, and burned everything up. People had not time to save anything. At 7 p.m. 600 houses had been burned. A steam fire-engine arrived from Montreal by special train at 5.30 p.m—too late to be of much service. Hundreds of families are homeless, having nothing to eat. The loss is roughly estimated at 2,000,000 dollars. The Royal Canadian, Quebec, Provincial, and Royal Canadian Insurance companies are heavily interested.: [205, 945, 360, 1163]
article-paragraph: 'Yes,' said the man, trying to smile, 'I do remember now. Where were you born?': [560, 1176, 747, 1198]
ad-text: The luncheon will be provided by Mr Pierce of the British Hotel, Lyttelton.: [930, 463, 1106, 483]
article-paragraph: 'What are you looking for?': [762, 404, 856, 415]
ad-text: Carte de Visite Portraits taken daily, 12s 6d per doz; 8s 6d half dozen. Views taken in town or country at equally low prices. A large collection of Christchurch views on hand. 3837: [930, 576, 1106, 617]
ad-line: W. REYNOLDS, Colombo street.: [961, 692, 1075, 702]
article-paragraph: 'Yes,' said Bill.: [569, 841, 620, 852]
divider: [384, 739, 535, 740]
article-paragraph: The man saw that Bill was chaffing him, but he decided to hear him out.: [560, 1003, 747, 1025]
article-paragraph: The Tribune's special says of the Saint Hyacinthe fire: It destroyed the Quebec and National Banks, the Post Office, markets, Court House, factories, and over eighty wholesale and retail stores, sweeping with lightning rapidity and devouring everything before it, despite the frantic exertions of firemen and citizens. The houses were mostly built of wood, and great ly like chaff, people not having time to save even a stitch of clothing. The Montreal fire brigade was summoned at two o'clock, and responded promptly, but only reached there at half-past five, too late to save much. Hundreds of families are uninsured, and out of employment. Food is urgently needed. The loss is roughly estimated at two millions. A despatch to Montreal, just received, says:—“Not a mouthful of bread in the city. We are in a terrible condition.”: [205, 1178, 360, 1396]
ad-line: MEALS AND BEDS: [982, 1009, 1054, 1019]
auctioneers-ad: [930, 834, 1106, 934]
article-paragraph: “The Coanan arrived here on Saturday last, 29th ultimo, and right glad we were to tow her into port. Captain Herssbeine told us that he had had a long and tedious passage of forty days from Sydney. He has been very kind indeed in supplying us with a few stores, which were much needed, so now we shall be able to manage pretty well until Captain Ferguson arrives. He offered me a passage by way of China, but the journey would be so long, and the expense so great, that I am unwilling to entertain it. I can only give you now the following items. I have been seven times over to New Ireland since I wrote you three months ago by the Coanan. On one trip I made the discovery that the island is only about a quarter of a mile wide at a place called Kuramah, about fifty miles north of this place. That the natives need a missionary is very certain, for while I was sitting talking to the chief at one of the villages there, one of our lads went into a house, about ten yards distant, to light his pipe, and found the women engaged in roasting the leg and thigh of a man who had been killed the day before by the chief whom I was talking to. This place, Kuraf, is the farthest point north to which we have been. On another of my journeys we went round Cape St George, and paid a visit to King Tom in his own village, about six miles up the opposite side of the island. I cannot give you the particulars of this long trip and our intercourse with Tom and his people. You know, of course that it was in Port Praslin that the Lavinia was taken, and nearly all her crew murdered, about two years ago, and that King Tom and his people are accused of the murder. Tom denied to me that he ordered the massacre, or that he had anything to do with it. He accuses the people of a village about two miles away. No one here, however, believes him. I succeeded in getting the captain's quadrant, the ship's articles, and a savings bank deposit book from the natives, which I now have in my possession. I was well received by them. Tom and his principal chief came on board, and I went on shore,: [12, 1075, 199, 1511]
article-paragraph: 'Nope! I don't think she would.': [569, 410, 677, 421]
column-1: [12, 35, 199, 1511]
ad-heading: BUSINESS NOTICE.: [980, 1100, 1056, 1110]
ad-headline: TO-MORROW: [935, 161, 1101, 187]
article-paragraph: 'None that I know of,' answered the young man, turning as white as the cambric handkerchief that protruded from his coat pocket, and getting out of the reach of the man's digits.: [753, 214, 924, 258]
article-paragraph: 'Ah, indeed,' said the man, closing his book and preparing to go. 'What for may I ask?': [560, 1245, 747, 1267]
article-paragraph: 'What is your name?': [569, 945, 642, 956]
article-subheading: NARRATIVE BY A MISSIONARY.—A RACE OF MEN WITH TAILS!: [16, 926, 195, 948]
ad-text: LOST, on Saturday, October 7th, a white and liver colored Spaniel PUP. The finder will be rewarded by leaving it at Cass's Empire Hotel. Anyone detaining him after this date will be prosecuted. Friday, October 13th. 3940: [753, 1253, 924, 1305]
ad-text: N.B.—Hot Luncheons Daily from twelve to four.: [930, 1041, 1096, 1051]
